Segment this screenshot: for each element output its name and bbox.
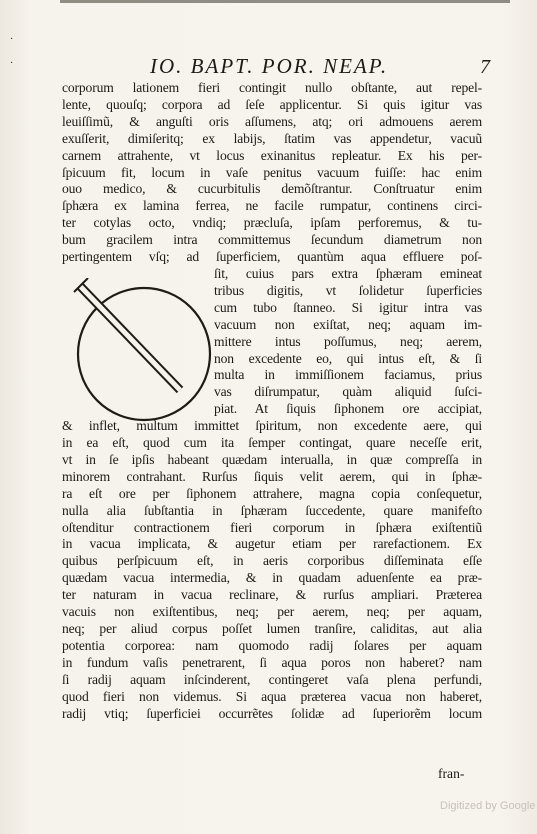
text-line: leuiſſimũ, & anguſti oris aſſumens, atq; ori admouens aerem [62, 113, 482, 129]
text-line: ter naturam in vacua reclinare, & rurſus ampliari. Præterea [62, 587, 482, 603]
page-number: 7 [480, 56, 490, 78]
text-line: potentia corporea: nam quomodo radij ſolares per aquam [62, 637, 482, 653]
text-line: vt in ſe ipſis habeant quædam interualla, in quæ compreſſa in [62, 451, 482, 467]
top-rule [60, 0, 510, 13]
text-line: radij vtiq; ſuperficiei occurrẽtes ſolidæ ad ſuperiorẽm locum [62, 705, 482, 721]
text-line: neq; per aliud corpus poſſet lumen tranſire, caliditas, aut alia [62, 621, 482, 636]
text-line-beside-figure: mittere intus poſſumus, neq; aerem, [214, 333, 482, 349]
text-line-beside-figure: piat. At ſiquis ſiphonem ore accipiat, [214, 401, 482, 417]
text-line: minorem contrahant. Rurſus ſiquis velit aerem, qui in ſphæ- [62, 468, 482, 484]
catchword: fran- [438, 766, 465, 781]
text-line: quod fieri non videmus. Si aqua præterea vacua non haberet, [62, 688, 482, 704]
margin-mark: · [10, 34, 14, 45]
text-line: quædam vacua intermedia, & in quadam aduenſente ea præ- [62, 570, 482, 586]
page-header [150, 54, 490, 80]
text-line: quibus perſpicuum eſt, in aeris corporibus diſſeminata eſſe [62, 553, 482, 569]
text-line: & inflet, multum immittet ſpiritum, non excedente aere, qui [62, 418, 482, 434]
text-line: lente, quouſq; corpora ad ſeſe applicentur. Si quis igitur vas [62, 96, 482, 112]
text-line: ſphæra ex lamina ferrea, ne facile rumpatur, continens circi- [62, 198, 482, 214]
text-line-beside-figure: cum tubo ſtanneo. Si igitur intra vas [214, 299, 482, 315]
tube-inner [80, 286, 180, 390]
text-line: exuſſerit, dimiſeritq; ex labijs, ſtatim vas appendetur, vacuũ [62, 130, 482, 146]
text-line: in vacua implicata, & augetur etiam per rarefactionem. Ex [62, 536, 482, 552]
sphere-diagram [68, 278, 220, 426]
digitization-watermark: Digitized by Google [440, 800, 536, 812]
text-line: ouo medico, & cucurbitulis demõſtrantur. Conſtruatur enim [62, 181, 482, 197]
text-line: oſtenditur contractionem fieri corporum in ſphæra exiſtentiũ [62, 519, 482, 535]
text-line: carnem attrahente, vt locus exinanitus repleatur. Ex his per- [62, 147, 482, 163]
text-line-beside-figure: vacuum non exiſtat, neq; aquam im- [214, 316, 482, 332]
sphere-with-tube-illustration [68, 278, 220, 426]
text-line: pertingentem vſq; ad ſuperficiem, quantùm aqua effluere poſ- [62, 249, 482, 265]
text-line: in fundum vaſis penetrarent, ſi aqua poros non haberet? nam [62, 654, 482, 670]
text-line: in ea eſt, quod cum ita ſemper contingat, quare neceſſe erit, [62, 435, 482, 451]
text-line-beside-figure: vas diſrumpatur, quàm aliquid ſuſci- [214, 384, 482, 400]
text-line-beside-figure: non excedente eo, qui intus eſt, & ſi [214, 350, 482, 366]
running-head: IO. BAPT. POR. NEAP. [150, 54, 389, 78]
margin-mark: · [10, 58, 14, 69]
text-line: nulla alia ſubſtantia in ſphæram ſuccedente, quare manifeſto [62, 502, 482, 518]
text-line-beside-figure: ſit, cuius pars extra ſphæram emineat [214, 265, 482, 281]
text-line: ra eſt ore per ſiphonem attrahere, magna copia conſequetur, [62, 485, 482, 501]
text-line-beside-figure: multa in immiſſionem faciamus, prius [214, 367, 482, 383]
text-line: ter cotylas octo, vndiq; præcluſa, ipſam perforemus, & tu- [62, 215, 482, 231]
text-line: corporum lationem fieri contingit nullo obſtante, aut repel- [62, 80, 482, 95]
text-line: vacuis non exiſtentibus, neq; per aerem, neq; per aquam, [62, 604, 482, 620]
text-line: ſpicuum fit, locum in vaſe penitus vacuum fuiſſe: hac enim [62, 164, 482, 180]
text-line: ſi radij aquam inſcinderent, contingeret vaſa plena perfundi, [62, 671, 482, 687]
text-line-beside-figure: tribus digitis, vt ſolidetur ſuperficies [214, 282, 482, 298]
text-line: bum gracilem intra committemus ſecundum diametrum non [62, 232, 482, 248]
